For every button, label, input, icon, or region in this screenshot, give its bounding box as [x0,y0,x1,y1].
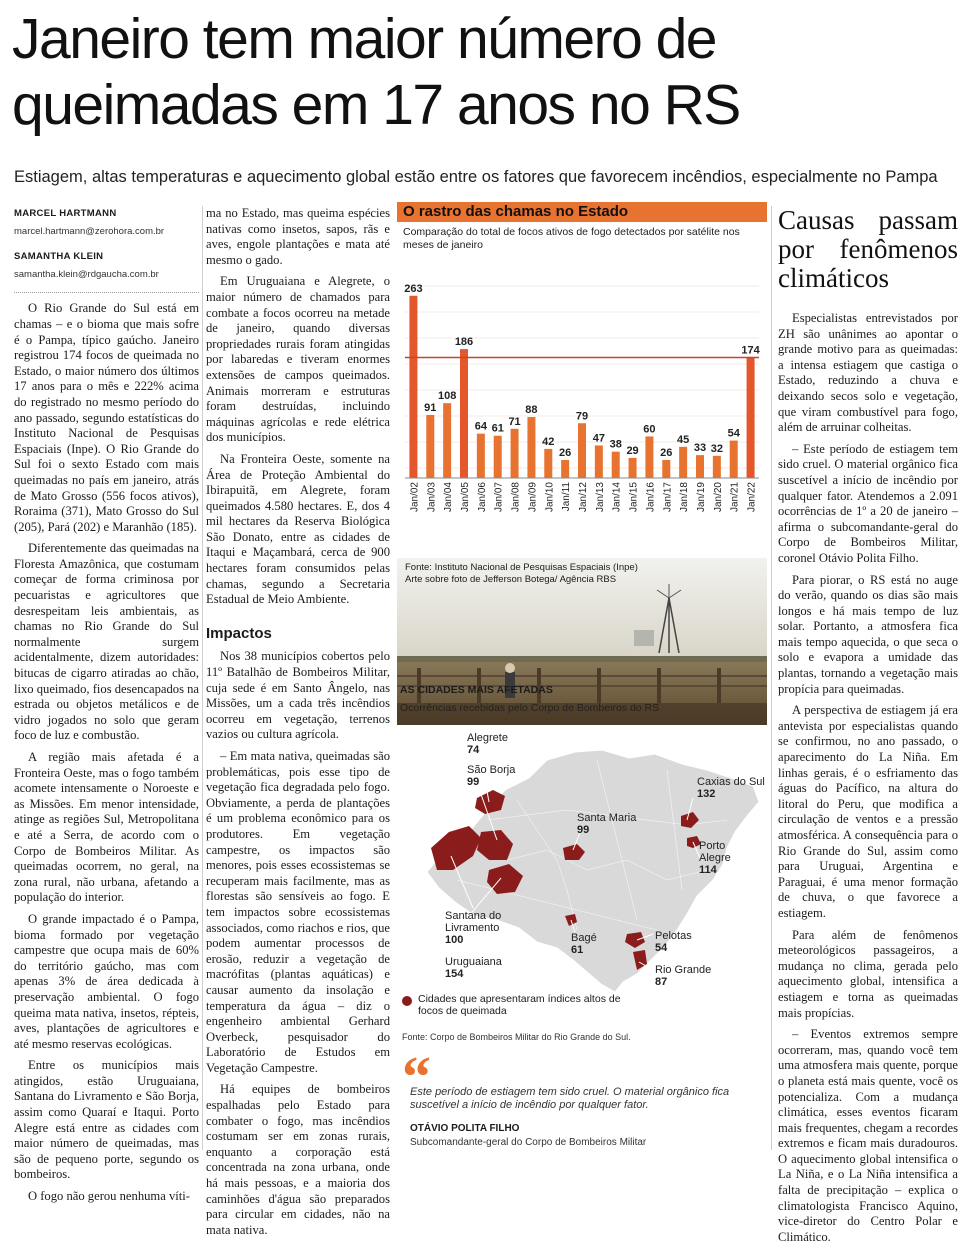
data-label: 108 [437,390,457,403]
chart-caption: Comparação do total de focos ativos de fogo detectados por satélite nos meses de janeiro [403,226,740,251]
bar-jan-18 [679,447,687,478]
paragraph: Nos 38 municípios cobertos pelo 11º Batalhão de Bombeiros Militar, cuja sede é em Santo Ângelo, nas Missões, um a cada três incêndios ocorreu em vegetação, terrenos vazios ou cultura agrícola. [206,649,390,742]
data-label: 47 [592,432,605,445]
city-name: Alegrete [467,732,508,744]
sidebar-column [778,206,958,1245]
data-label: 32 [710,442,723,455]
data-label: 33 [693,442,707,455]
data-label: 71 [508,415,521,428]
bar-jan-03 [426,415,434,478]
city-name: Caxias do Sul [697,776,765,788]
city-label-bage [571,932,597,956]
bar-jan-15 [629,458,637,478]
paragraph: ma no Estado, mas queima espécies nativas como insetos, sapos, rãs e aves, engole plantações e mata até mesmo o gado. [206,206,390,267]
paragraph: – Em mata nativa, queimadas são problemáticas, pois esse tipo de vegetação fica degradada pelo fogo. Obviamente, a perda de plantações é um problema econômico para os produtores. Em vegetação campestre, os impactos são menores, pois esses ecossistemas se recuperam mais facilmente, mas as florestas são sensíveis ao fogo. E tem impactos sobre ecossistemas associados, como riachos e rios, que podem aumentar processos de erosão, reduzir a vegetação de macrófitas (plantas aquáticas) e causar aumento da insolação e temperatura da água – diz o engenheiro ambiental Gerhard Overbeck, pesquisador do Laboratório de Estudos em Vegetação Campestre. [206,749,390,1075]
city-value: 87 [655,976,668,988]
tick-label: Jan/10 [544,482,556,513]
column-rule [771,206,772,1150]
article-column-1 [14,206,199,1205]
tick-label: Jan/19 [696,482,707,513]
paragraph: A perspectiva de estiagem já era antevista por especialistas quando se confirmou, no ano passado, o aparecimento do La Niña. Em linhas gerais, é o esfriamento das águas do Pacífico, na altura do litoral do Peru, que modifica a circulação de ventos e a pressão atmosférica. A consequência para o Rio Grande do Sul, assim como para Uruguai, Argentina e Paraguai, é uma menor formação de chuva, o que favorece a estiagem. [778,703,958,920]
bar-jan-10 [544,449,552,478]
tick-label: Jan/15 [628,482,640,513]
bar-jan-21 [730,441,738,478]
article-column-2 [206,206,390,1238]
city-value: 100 [445,934,464,946]
byline-email: marcel.hartmann@zerohora.com.br [14,225,165,237]
city-label-santa-maria [577,812,636,836]
byline-name: MARCEL HARTMANN [14,208,117,219]
data-label: 174 [741,344,760,357]
tick-label: Jan/06 [476,482,488,513]
tick-label: Jan/09 [527,482,539,513]
bar-jan-04 [443,403,451,478]
city-label-pelotas [655,930,692,954]
data-label: 60 [643,423,656,436]
paragraph: Especialistas entrevistados por ZH são unânimes ao apontar o grande motivo para as queimadas: a intensa estiagem que castiga o Estado, reduzindo a chuva e deixando secos solo e vegetação, que viram combustível para fogo, além de arruinar colheitas. [778,311,958,435]
paragraph: O grande impactado é o Pampa, bioma formado por vegetação campestre que ocupa mais de 60% do território gaúcho, mas com apenas 3% de área dedicada à preservação ambiental. O fogo queima mata nativa, insetos, répteis, aves, plantações de agricultores e até mesmo reservas ecológicas. [14,911,199,1051]
chart-source: Fonte: Instituto Nacional de Pesquisas Espaciais (Inpe) [405,562,638,573]
data-label: 29 [626,444,639,457]
map-subtitle: Ocorrências recebidas pelo Corpo de Bombeiros do RS [400,702,660,714]
paragraph: Em Uruguaiana e Alegrete, o maior número de chamados para combate a focos ocorreu na metade de janeiro, quando diversas propriedades rurais foram atingidas por labaredas e tiveram enormes extensões de campos queimados. Animais morreram e estruturas foram destruídas, incluindo máquinas agrícolas e rede elétrica dos municípios. [206,274,390,445]
photo-source [405,562,638,586]
paragraph: Na Fronteira Oeste, somente na Área de Proteção Ambiental do Ibirapuitã, em Alegrete, foram queimados 4.580 hectares. E, dos 4 mil hectares da Reserva Biológica São Donato, entre as cidades de Itaqui e Maçambará, cerca de 900 hectares foram consumidos pelas chamas, segundo a Secretaria Estadual de Meio Ambiente. [206,451,390,607]
paragraph: Há equipes de bombeiros espalhadas pelo Estado para combater o fogo, mas incêndios costumam ser em zonas rurais, enquanto a corporação está concentrada na zona urbana, onde há mais pessoas, e a maioria dos caminhões d'água são preparados para circular em cidades, não na mata nativa. [206,1082,390,1237]
tick-label: Jan/03 [426,482,438,513]
bar-jan-07 [494,436,502,478]
tick-label: Jan/08 [510,482,522,513]
city-label-uruguaiana [445,956,502,980]
subhead: Estiagem, altas temperaturas e aquecimento global estão entre os fatores que favorecem incêndios, especialmente no Pampa [14,168,938,186]
bar-jan-13 [595,445,603,478]
city-name: Pelotas [655,930,692,942]
bar-jan-05 [460,349,468,478]
data-label: 26 [660,446,673,459]
city-name: Bagé [571,932,597,944]
city-label-sao-borja [467,764,515,788]
bar-jan-16 [645,436,653,478]
bar-jan-11 [561,460,569,478]
paragraph: O fogo não gerou nenhuma víti- [28,1189,190,1204]
city-label-alegrete [467,732,508,756]
paragraph: A região mais afetada é a Fronteira Oeste, mas o fogo também acomete intensamente o Noroeste e as Missões. Em menor intensidade, atinge as regiões Sul, Metropolitana e até a Serra, de acordo com o Corpo de Bombeiros Militar. As queimadas ocorrem, no geral, na zona rural, não urbana, afetando a população do interior. [14,750,199,905]
bar-jan-08 [511,429,519,478]
data-label: 54 [727,427,740,440]
city-value: 74 [467,744,480,756]
bar-jan-09 [527,417,535,478]
data-label: 45 [677,433,690,446]
bar-jan-20 [713,456,721,478]
quote-role: Subcomandante-geral do Corpo de Bombeiros Militar [410,1137,647,1148]
data-label: 88 [525,404,538,417]
paragraph: – Eventos extremos sempre ocorreram, mas, quando você tem uma atmosfera mais quente, porque o planeta está mais quente, você os potencializa. Com a mudança climática, esses eventos ficaram mais frequentes, chegam a recordes extremos e ficam mais duradouros. O aquecimento global intensifica o La Niña, e o La Niña intensifica a falta de precipitação – explica o climatologista Francisco Aquino, vice-diretor do Centro Polar e Climático. [778,1027,958,1244]
city-value: 132 [697,788,716,800]
bar-chart-svg [397,256,767,526]
data-label: 64 [474,420,487,433]
quote-mark: “ [402,1044,431,1109]
city-name: Rio Grande [655,964,712,976]
map-title: AS CIDADES MAIS AFETADAS [400,684,553,696]
city-label-rio-grande [655,964,711,988]
sidebar-title: Causas passam por fenômenos climáticos [778,205,958,293]
column-rule [202,206,203,1150]
divider [14,292,199,293]
data-label: 79 [575,410,589,423]
city-value: 154 [445,968,464,980]
paragraph: Para piorar, o RS está no auge do verão, quando os dias são mais longos e há mais tempo de luz solar. Portanto, a atmosfera fica mais tempo aquecida, o que seca o solo e evapora a umidade das plantas, tornando a vegetação mais propícia para queimadas. [778,572,958,696]
city-name: Uruguaiana [445,956,502,968]
city-label-porto-alegre [699,840,753,876]
photo-burned-field [397,558,767,725]
paragraph: Para além de fenômenos meteorológicos passageiros, a mudança no clima, gerada pelo aquecimento global, intensifica a estiagem e torna as queimadas mais propícias. [778,927,958,1020]
paragraph: O Rio Grande do Sul está em chamas – e o bioma que mais sofre é o Pampa, típico gaúcho. Janeiro registrou 174 focos de queimada no Estado, o maior número dos últimos 17 anos para o mês e 222% acima do registrado no mesmo período do ano passado, segundo estatísticas do Instituto Nacional de Pesquisas Espaciais (Inpe). O Rio Grande do Sul foi o sexto Estado com mais queimadas no país em janeiro, atrás de Mato Grosso (556 focos ativos), Roraima (371), Mato Grosso do Sul (205), Pará (202) e Maranhão (185). [14,301,199,534]
city-label-santana-do-livramento [445,910,525,946]
city-value: 99 [467,776,480,788]
bar-jan-12 [578,423,586,478]
tick-label: Jan/11 [561,482,573,512]
tick-label: Jan/17 [662,482,674,513]
data-label: 263 [404,282,423,295]
byline-email: samantha.klein@rdgaucha.com.br [14,268,159,280]
tick-label: Jan/14 [611,482,623,513]
infographic [397,202,767,725]
legend-text: Cidades que apresentaram índices altos de focos de queimada [418,993,621,1017]
byline-name: SAMANTHA KLEIN [14,251,104,263]
legend-swatch [402,996,412,1006]
bar-jan-22 [747,357,755,478]
city-value: 54 [655,942,668,954]
rs-map [397,720,767,1020]
pull-quote: Este período de estiagem tem sido cruel. O material orgânico fica suscetível a início de incêndio por qualquer fator. [410,1086,730,1111]
tick-label: Jan/05 [460,482,471,513]
tick-label: Jan/02 [409,482,421,513]
paragraph: – Este período de estiagem tem sido cruel. O material orgânico fica suscetível a início de incêndio por qualquer fator. Atendemos a 2.091 ocorrências de 1º a 20 de janeiro – afirma o subcomandante-geral do Corpo de Bombeiros Militar, coronel Otávio Polita Filho. [778,441,958,565]
data-label: 38 [609,438,622,451]
bar-jan-06 [477,434,485,478]
section-heading: Impactos [206,624,272,642]
data-label: 186 [454,336,474,349]
bar-jan-19 [696,455,704,478]
city-value: 99 [577,824,590,836]
headline: Janeiro tem maior número de queimadas em 17 anos no RS [12,7,740,137]
city-name: São Borja [467,764,516,776]
infographic-title: O rastro das chamas no Estado [397,202,767,222]
tick-label: Jan/21 [729,482,741,513]
tick-label: Jan/04 [443,482,455,513]
data-label: 42 [542,435,555,448]
data-label: 61 [491,422,504,435]
map-legend [402,993,642,1017]
tick-label: Jan/22 [746,482,758,513]
tick-label: Jan/20 [712,482,724,513]
bar-jan-14 [612,452,620,478]
bar-jan-17 [662,460,670,478]
bar-chart [397,256,767,558]
paragraph: Diferentemente das queimadas na Floresta Amazônica, que costumam começar de forma criminosa por pecuaristas e agricultores que desrespeitam leis ambientais, as chamas no Rio Grande do Sul normalmente surgem acidentalmente, dizem autoridades: bitucas de cigarro atiradas ao chão, lixo queimado, fios desencapados na estrada ou objetos metálicos e de vidro jogados no solo que geram foco de luz e combustão. [14,541,200,743]
tick-label: Jan/12 [578,482,589,513]
tick-label: Jan/13 [594,482,606,513]
data-label: 26 [559,446,572,459]
city-name: Santana do Livramento [445,910,502,934]
quote-author: OTÁVIO POLITA FILHO [410,1123,520,1134]
tick-label: Jan/18 [679,482,691,513]
city-label-caxias-do-sul [697,776,765,800]
tick-label: Jan/07 [493,482,505,513]
map-source: Fonte: Corpo de Bombeiros Militar do Rio Grande do Sul. [402,1032,631,1042]
paragraph: Entre os municípios mais atingidos, estão Uruguaiana, Santana do Livramento e São Borja, assim como Quaraí e Itaqui. Porto Alegre está entre as cidades com maior número de queimadas, mas são de pequeno porte, segundo os bombeiros. [14,1058,199,1182]
tick-label: Jan/16 [645,482,657,513]
city-name: Porto Alegre [699,840,731,864]
data-label: 91 [424,401,437,414]
bar-jan-02 [409,296,417,478]
city-value: 61 [571,944,584,956]
photo-credit: Arte sobre foto de Jefferson Botega/ Agência RBS [405,574,617,585]
city-name: Santa Maria [577,812,637,824]
city-value: 114 [699,864,717,876]
